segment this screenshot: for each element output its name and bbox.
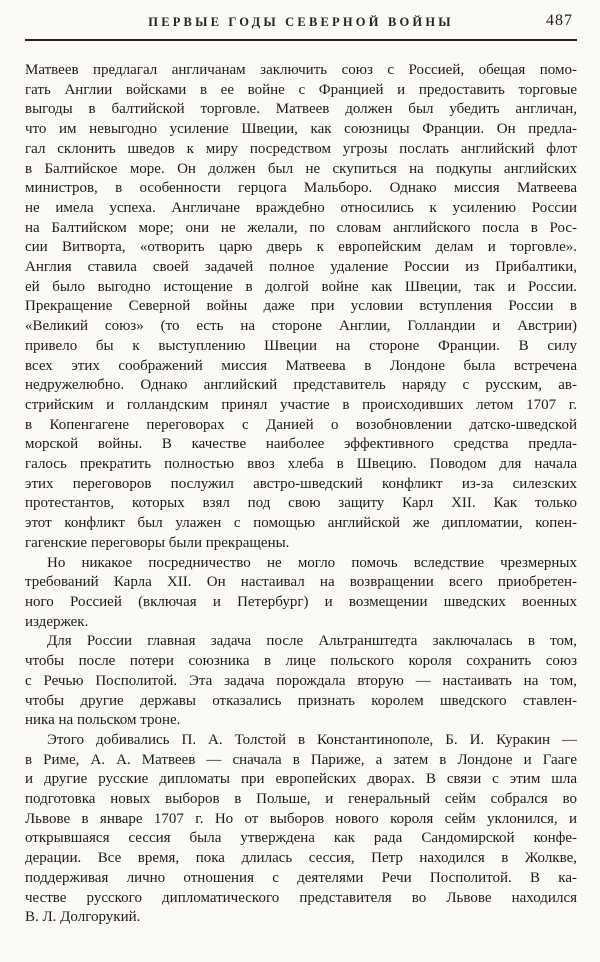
text-line: гать Англии войсками в ее войне с Францией и предоставить торговые [25,81,577,98]
paragraph [25,731,577,928]
text-line: галось прекратить полностью ввоз хлеба в Швецию. Поводом для начала [25,456,577,473]
paragraph [25,632,577,731]
text-line: всех этих соображений миссия Матвеева в Лондоне была встречена [25,357,577,374]
text-line: в Балтийское море. Он должен был не скупиться на подкупы английских [25,160,577,177]
text-line: Прекращение Северной войны даже при условии вступления России в [25,298,577,315]
text-line: и другие русские дипломаты при европейских дворах. В связи с этим шла [25,771,577,788]
text-line: этот конфликт был улажен с помощью английской же дипломатии, копен- [25,515,577,532]
text-line: что им невыгодно усиление Швеции, как союзницы Франции. Он предла- [25,121,577,138]
paragraph [25,554,577,633]
text-line: протестантов, которых взял под свою защиту Карл XII. Как только [25,495,577,512]
text-line: ного Россией (включая и Петербург) и возмещении шведских военных [25,593,577,610]
text-line: гагенские переговоры были прекращены. [25,534,290,551]
text-line: «Великий союз» (то есть на стороне Англии, Голландии и Австрии) [25,318,577,335]
text-line: Этого добивались П. А. Толстой в Константинополе, Б. И. Куракин — [47,731,577,748]
text-line: Матвеев предлагал англичанам заключить союз с Россией, обещая помо- [25,62,577,78]
text-line: Но никакое посредничество не могло помочь вследствие чрезмерных [47,554,577,571]
text-line: чтобы после потери союзника в лице польского короля сохранить союз [25,653,577,670]
text-line: в Копенгагене переговорах с Данией о возобновлении датско-шведской [25,416,577,433]
page-header [25,12,577,41]
text-line: выгоды в балтийской торговле. Матвеев должен был убедить англичан, [25,101,577,118]
paragraph [25,61,577,554]
text-line: стрийским и голландским принял участие в происходивших летом 1707 г. [25,396,577,413]
text-line: с Речью Посполитой. Эта задача порождала вторую — настаивать на том, [25,672,577,689]
text-line: на Балтийском море; они не желали, по словам английского посла в Рос- [25,219,577,236]
text-line: ника на польском троне. [25,712,181,729]
text-line: чтобы другие державы отказались признать королем шведского ставлен- [25,692,577,709]
text-line: честве русского дипломатического представителя во Львове находился [25,889,577,906]
text-line: сии Витворта, «отворить царю дверь к европейским делам и торговле». [25,239,577,256]
text-line: ей было выгодно истощение в долгой войне как Швеции, так и России. [25,278,577,295]
page-number: 487 [546,12,573,29]
text-line: Англия ставила своей задачей полное удаление России из Прибалтики, [25,259,577,276]
body-text [25,61,577,928]
text-line: открывшаяся сессия была утверждена как рада Сандомирской конфе- [25,830,577,847]
text-line: министров, в особенности герцога Мальборо. Однако миссия Матвеева [25,180,577,197]
text-line: подготовка новых выборов в Польше, и генеральный сейм собрался во [25,791,577,808]
text-line: этих переговоров послужил австро-шведский конфликт из-за силезских [25,475,577,492]
text-line: требований Карла XII. Он настаивал на возвращении всего приобретен- [25,574,577,591]
text-line: поддерживая лично отношения с деятелями Речи Посполитой. В ка- [25,869,577,886]
running-title: ПЕРВЫЕ ГОДЫ СЕВЕРНОЙ ВОЙНЫ [148,15,454,29]
text-line: в Риме, А. А. Матвеев — сначала в Париже, а затем в Лондоне и Гааге [25,751,577,768]
text-line: издержек. [25,613,89,630]
text-line: не имела успеха. Англичане враждебно относились к усилению России [25,199,577,216]
text-line: недружелюбно. Однако английский представитель наряду с русским, ав- [25,377,577,394]
text-line: В. Л. Долгорукий. [25,909,141,926]
text-line: Львове в январе 1707 г. Но от выборов нового короля сейм уклонился, и [25,810,577,827]
text-line: Для России главная задача после Альтранштедта заключалась в том, [47,633,577,650]
text-line: привело бы к выступлению Швеции на стороне Франции. В силу [25,337,577,354]
text-line: гал склонить шведов к миру посредством угрозы послать английский флот [25,140,577,157]
text-line: морской войны. В качестве наиболее эффективного средства предла- [25,436,577,453]
text-line: дерации. Все время, пока длилась сессия, Петр находился в Жолкве, [25,850,577,867]
